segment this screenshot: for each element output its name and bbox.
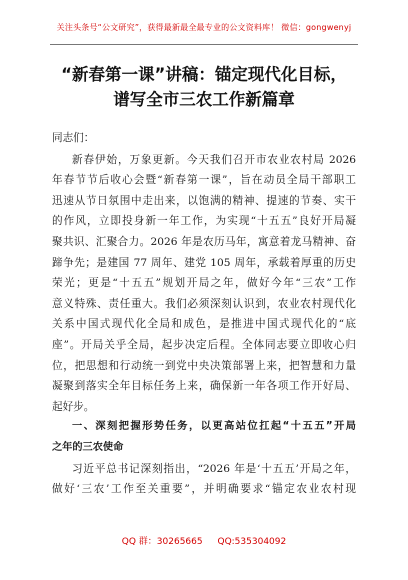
paragraph-line: 蹄争先；是建国 77 周年、建党 105 周年，承载着厚重的历史: [52, 256, 356, 269]
paragraph-2: [52, 459, 356, 500]
header-banner: 关注头条号“公文研究”，获得最新最全最专业的公文资料库！ 微信：gongwenyj: [56, 23, 352, 32]
paragraph-line: 聚共识、汇聚合力。2026 年是农历马年，寓意着龙马精神、奋: [52, 235, 356, 248]
salutation: 同志们：: [52, 132, 95, 144]
paragraph-line: 的作风，立即投身新一年工作，为实现“十五五”良好开局凝: [52, 215, 356, 228]
header-divider: [50, 44, 358, 45]
section-heading-1: [52, 417, 356, 458]
document-title: [0, 62, 408, 112]
paragraph-line: 座”。开局关乎全局，起步决定后程。全体同志要立即收心归: [52, 338, 356, 351]
heading-line: 之年的三农使命: [52, 441, 124, 453]
paragraph-line: 关系中国式现代化全局和成色，是推进中国式现代化的“底: [52, 318, 356, 331]
paragraph-line: 做好‘三农’工作至关重要”，并明确要求“锚定农业农村现: [52, 483, 356, 496]
heading-line: 一、深刻把握形势任务，以更高站位扛起“十五五”开局: [72, 421, 356, 433]
footer-qq-group: QQ 群：30265665: [121, 537, 203, 547]
paragraph-line: 年春节节后收心会暨“新春第一课”，旨在动员全局干部职工: [52, 174, 356, 187]
paragraph-line: 迅速从节日氛围中走出来，以饱满的精神、提速的节奏、实干: [52, 194, 356, 207]
paragraph-line: 荣光；更是“十五五”规划开局之年，做好今年“三农”工作: [52, 277, 356, 290]
paragraph-line: 起好步。: [52, 400, 95, 413]
footer-qq-contact: QQ:535304092: [217, 537, 287, 547]
paragraph-line: 意义特殊、责任重大。我们必须深刻认识到，农业农村现代化: [52, 297, 356, 310]
paragraph-1: [52, 150, 356, 418]
document-body: [52, 128, 356, 500]
page-footer: [0, 534, 408, 547]
title-line-1: “新春第一课”讲稿：锚定现代化目标，: [61, 65, 347, 84]
paragraph-line: 凝聚到落实全年目标任务上来，确保新一年各项工作开好局、: [52, 380, 356, 393]
paragraph-line: 习近平总书记深刻指出，“2026 年是‘十五五’开局之年，: [72, 462, 356, 475]
title-line-2: 谱写全市三农工作新篇章: [113, 90, 295, 109]
paragraph-line: 新春伊始，万象更新。今天我们召开市农业农村局 2026: [72, 153, 356, 166]
paragraph-line: 位，把思想和行动统一到党中央决策部署上来，把智慧和力量: [52, 359, 356, 372]
